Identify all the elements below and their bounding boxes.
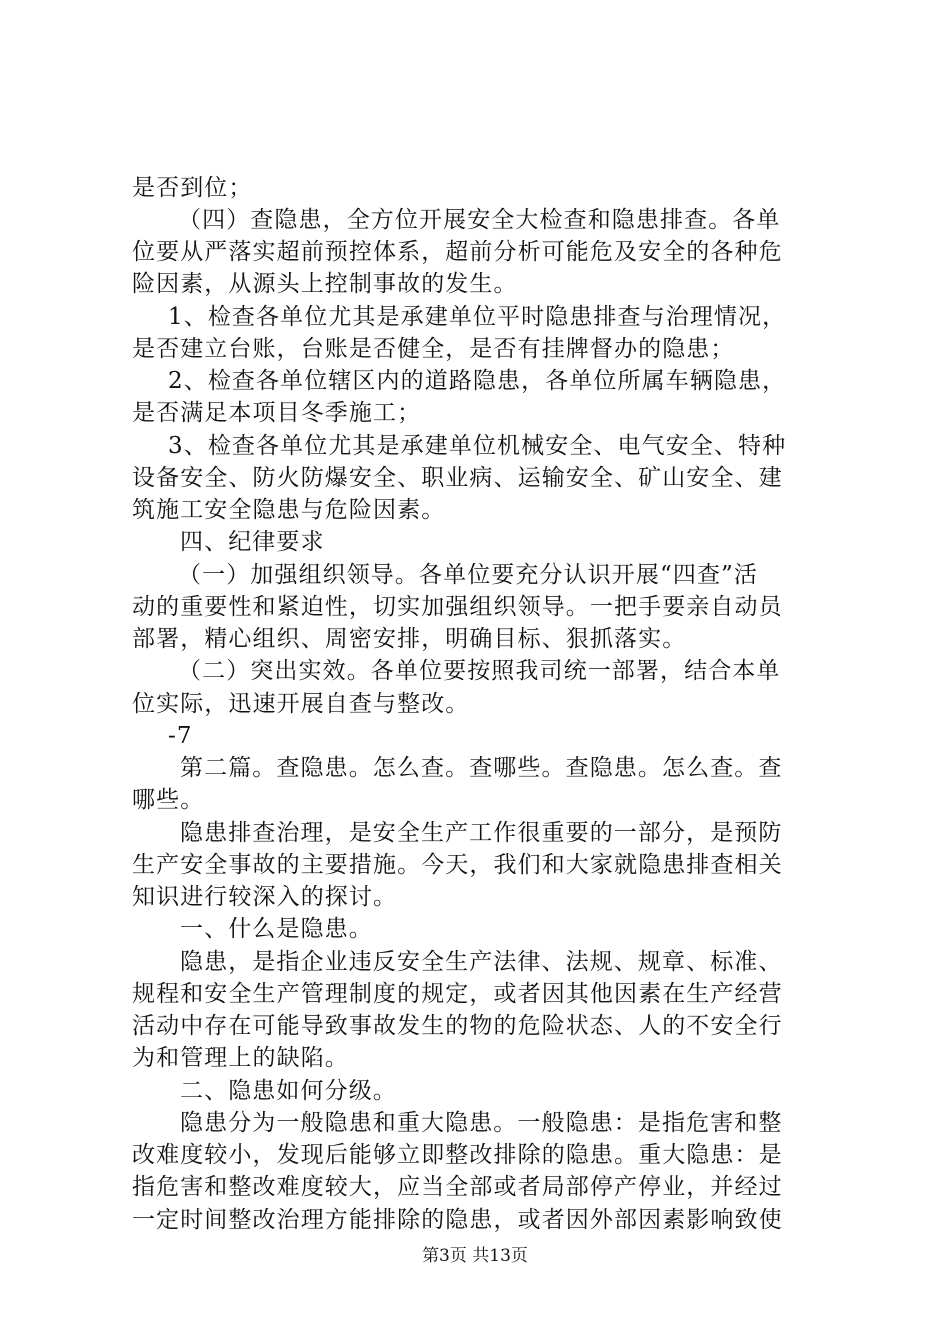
text-line: 位实际，迅速开展自查与整改。 [132,691,470,717]
text-line: 1、检查各单位尤其是承建单位平时隐患排查与治理情况， [168,304,787,330]
text-line: 是否建立台账，台账是否健全，是否有挂牌督办的隐患； [132,336,735,362]
text-line: 部署，精心组织、周密安排，明确目标、狠抓落实。 [132,626,687,652]
text-line: -7 [168,723,193,749]
text-line: 改难度较小，发现后能够立即整改排除的隐患。重大隐患：是 [132,1142,783,1168]
text-line: 2、检查各单位辖区内的道路隐患，各单位所属车辆隐患， [168,368,787,394]
page-footer: 第3页 共13页 [422,1246,528,1266]
text-line: 是否满足本项目冬季施工； [132,400,422,426]
text-line: 隐患，是指企业违反安全生产法律、法规、规章、标准、 [180,949,783,975]
text-line: 3、检查各单位尤其是承建单位机械安全、电气安全、特种 [168,433,787,459]
text-line: 筑施工安全隐患与危险因素。 [132,497,446,523]
text-line: 险因素，从源头上控制事故的发生。 [132,271,518,297]
text-line: 指危害和整改难度较大，应当全部或者局部停产停业，并经过 [132,1174,783,1200]
text-line: 为和管理上的缺陷。 [132,1045,349,1071]
section-heading: 一、什么是隐患。 [180,916,373,942]
text-line: 隐患排查治理，是安全生产工作很重要的一部分，是预防 [180,820,783,846]
text-line: 规程和安全生产管理制度的规定，或者因其他因素在生产经营 [132,981,783,1007]
text-line: 隐患分为一般隐患和重大隐患。一般隐患：是指危害和整 [180,1110,783,1136]
text-line: （二）突出实效。各单位要按照我司统一部署，结合本单 [178,658,781,684]
text-line: 位要从严落实超前预控体系，超前分析可能危及安全的各种危 [132,239,783,265]
text-line: 哪些。 [132,787,205,813]
section-heading: 二、隐患如何分级。 [180,1078,397,1104]
text-line: 是否到位； [132,175,253,201]
text-line: （四）查隐患，全方位开展安全大检查和隐患排查。各单 [178,207,781,233]
text-line: 生产安全事故的主要措施。今天，我们和大家就隐患排查相关 [132,852,783,878]
text-line: 设备安全、防火防爆安全、职业病、运输安全、矿山安全、建 [132,465,783,491]
text-line: 活动中存在可能导致事故发生的物的危险状态、人的不安全行 [132,1013,783,1039]
text-line: 知识进行较深入的探讨。 [132,884,398,910]
text-line: 动的重要性和紧迫性，切实加强组织领导。一把手要亲自动员 [132,594,783,620]
text-line: （一）加强组织领导。各单位要充分认识开展“四查”活 [178,562,759,588]
text-line: 一定时间整改治理方能排除的隐患，或者因外部因素影响致使 [132,1207,783,1233]
article-title: 第二篇。查隐患。怎么查。查哪些。查隐患。怎么查。查 [180,755,783,781]
section-heading: 四、纪律要求 [180,529,325,555]
